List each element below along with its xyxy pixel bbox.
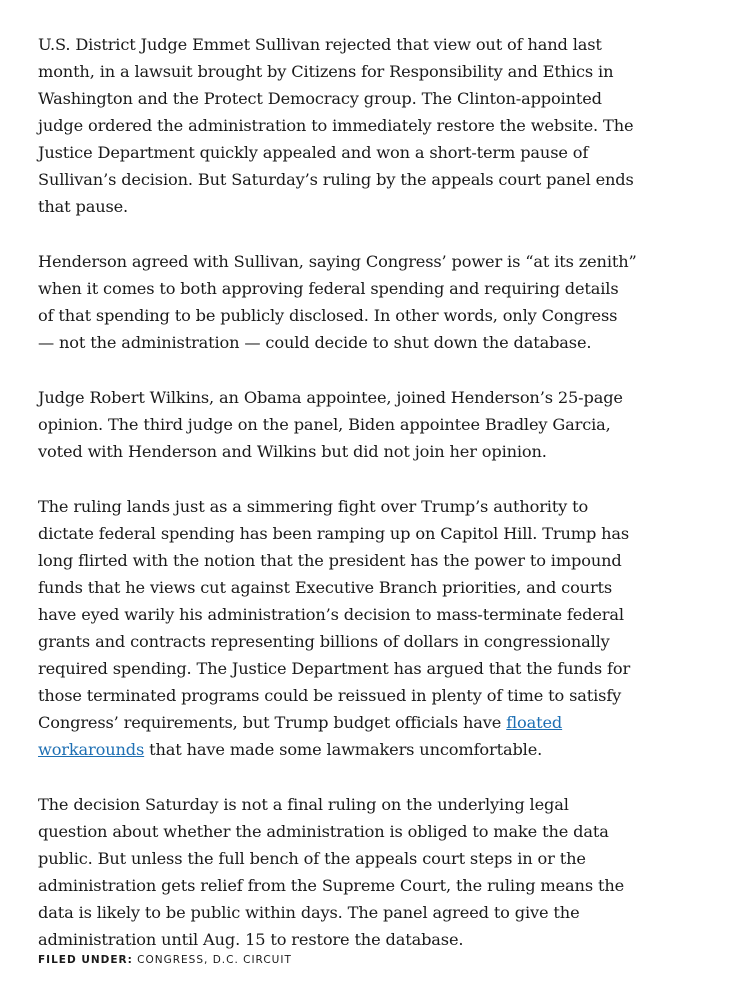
paragraph-1: U.S. District Judge Emmet Sullivan rejected that view out of hand last month, in a lawsuit brought by Citizens for Responsibility and Ethics in Washington and the Protect Democracy group. The Clinton-appointed judge ordered the administration to immediately restore the website. The Justice Department quickly appealed and won a short-term pause of Sullivan’s decision. But Saturday’s ruling by the appeals court panel ends that pause.	[38, 35, 634, 216]
paragraph-2: Henderson agreed with Sullivan, saying Congress’ power is “at its zenith” when it comes to both approving federal spending and requiring details of that spending to be publicly disclosed. In other words, only Congress — not the administration — could decide to shut down the database.	[38, 252, 637, 352]
tag-dc-circuit[interactable]: D.C. CIRCUIT	[212, 954, 292, 966]
paragraph-5: The decision Saturday is not a final ruling on the underlying legal question about whether the administration is obliged to make the data public. But unless the full bench of the appeals court steps in or the administration gets relief from the Supreme Court, the ruling means the data is likely to be public within days. The panel agreed to give the administration until Aug. 15 to restore the database.	[38, 795, 625, 949]
filed-under	[38, 954, 292, 966]
tag-congress[interactable]: CONGRESS	[137, 954, 205, 966]
filed-under-label: FILED UNDER:	[38, 954, 133, 966]
paragraph-4-text-end: that have made some lawmakers uncomfortable.	[144, 740, 543, 759]
paragraph-3: Judge Robert Wilkins, an Obama appointee, joined Henderson’s 25-page opinion. The third judge on the panel, Biden appointee Bradley Garcia, voted with Henderson and Wilkins but did not join her opinion.	[38, 388, 623, 461]
floated-workarounds-link[interactable]: floated workarounds	[38, 713, 563, 759]
paragraph-4	[38, 493, 638, 763]
article-body	[38, 31, 638, 981]
tag-separator: ,	[204, 954, 213, 966]
paragraph-4-text-start: The ruling lands just as a simmering fight over Trump’s authority to dictate federal spending has been ramping up on Capitol Hill. Trump has long flirted with the notion that the president has the power to impound funds that he views cut against Executive Branch priorities, and courts have eyed warily his administration’s decision to mass-terminate federal grants and contracts representing billions of dollars in congressionally required spending. The Justice Department has argued that the funds for those terminated programs could be reissued in plenty of time to satisfy Congress’ requirements, but Trump budget officials have	[38, 497, 631, 732]
